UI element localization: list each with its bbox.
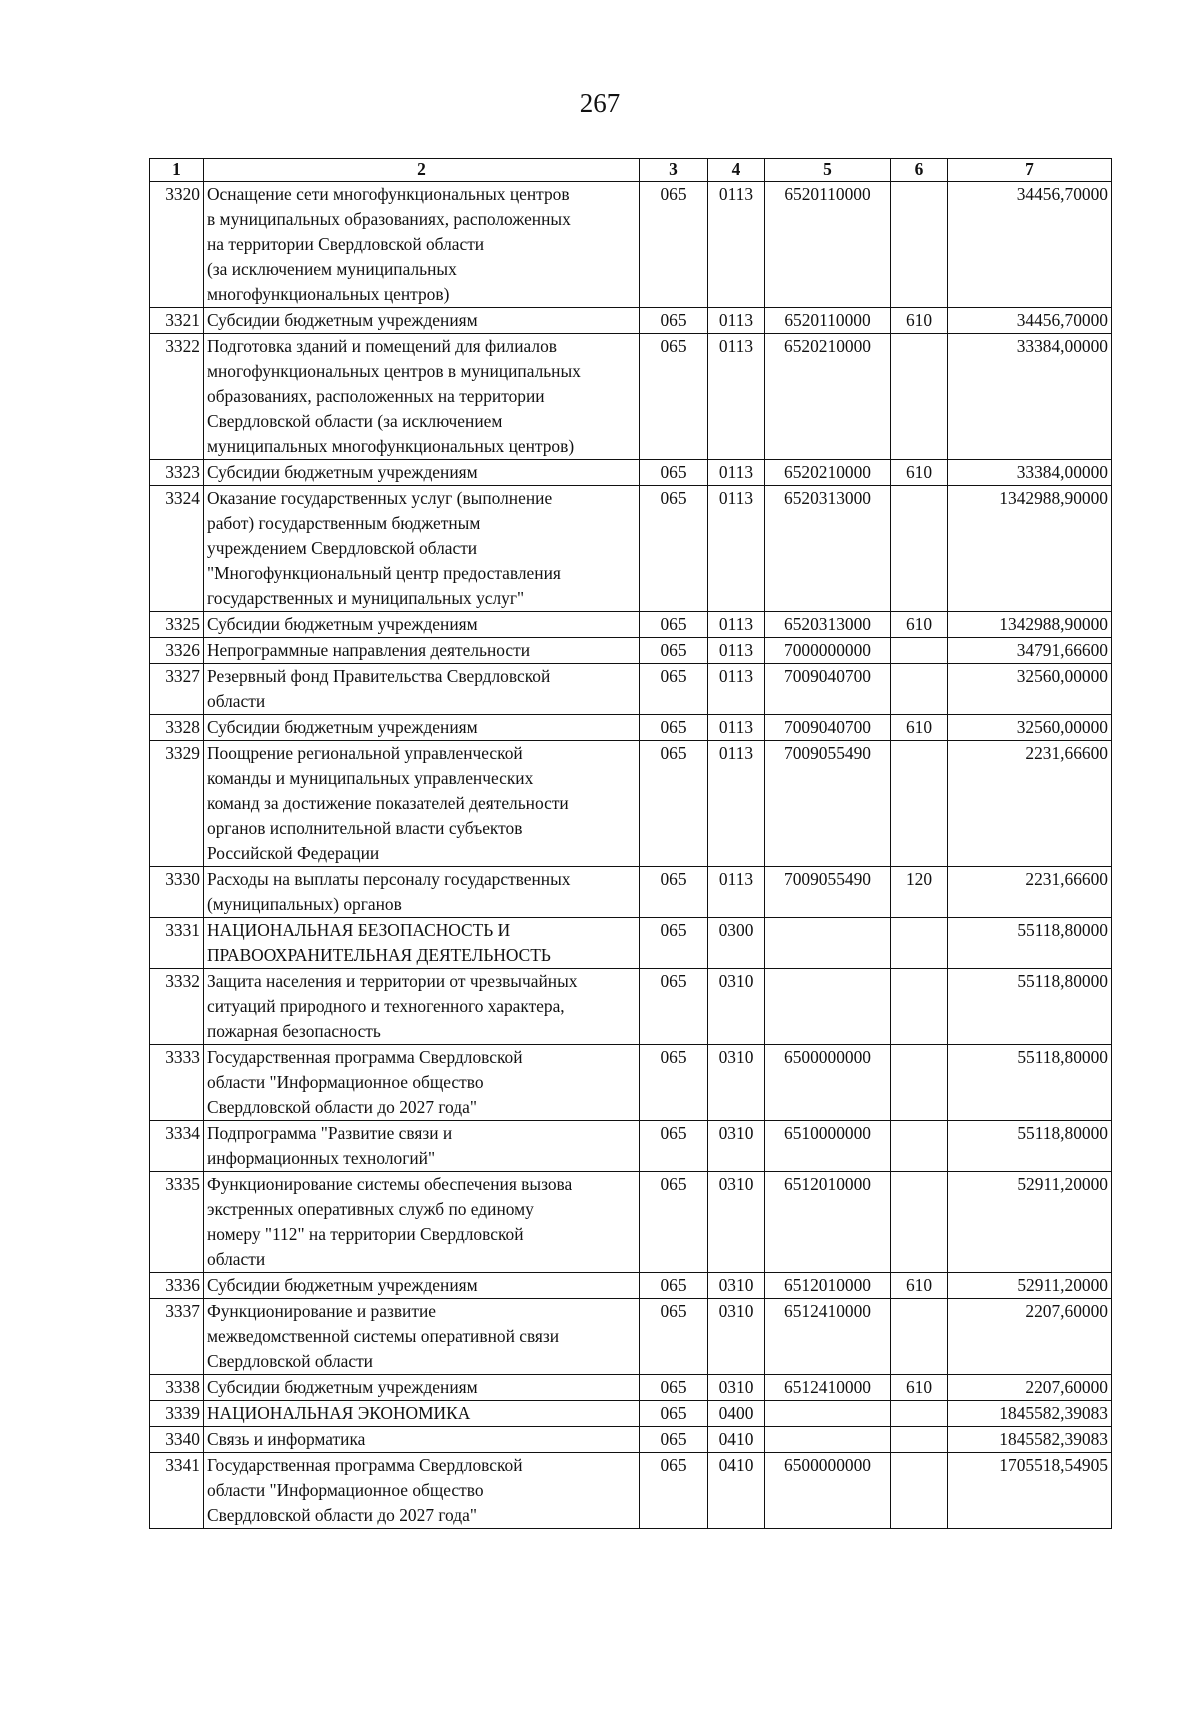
header-cell: 4 xyxy=(708,159,765,182)
amount-cell: 1845582,39083 xyxy=(948,1401,1112,1427)
row-name-line: Свердловской области до 2027 года" xyxy=(207,1505,477,1525)
table-row xyxy=(150,1045,1112,1121)
table-row xyxy=(150,460,1112,486)
row-name-line: работ) государственным бюджетным xyxy=(207,513,481,533)
row-number-cell: 3335 xyxy=(150,1172,204,1273)
row-name-line: Защита населения и территории от чрезвычайных xyxy=(207,971,578,991)
target-code-cell: 6512010000 xyxy=(765,1273,891,1299)
table-row xyxy=(150,308,1112,334)
row-name-cell xyxy=(204,460,640,486)
amount-cell: 2231,66600 xyxy=(948,741,1112,867)
row-name-line: Субсидии бюджетным учреждениям xyxy=(207,1275,478,1295)
header-cell: 7 xyxy=(948,159,1112,182)
row-number-cell: 3339 xyxy=(150,1401,204,1427)
row-name-line: государственных и муниципальных услуг" xyxy=(207,588,525,608)
row-number-cell: 3320 xyxy=(150,182,204,308)
row-name-cell xyxy=(204,612,640,638)
row-number-cell: 3338 xyxy=(150,1375,204,1401)
target-code-cell: 7009055490 xyxy=(765,867,891,918)
ministry-code-cell: 065 xyxy=(640,741,708,867)
row-name-line: Субсидии бюджетным учреждениям xyxy=(207,717,478,737)
row-number-cell: 3333 xyxy=(150,1045,204,1121)
row-name-line: ПРАВООХРАНИТЕЛЬНАЯ ДЕЯТЕЛЬНОСТЬ xyxy=(207,945,551,965)
section-code-cell: 0310 xyxy=(708,1299,765,1375)
ministry-code-cell: 065 xyxy=(640,1427,708,1453)
header-cell: 1 xyxy=(150,159,204,182)
expense-type-cell xyxy=(891,969,948,1045)
section-code-cell: 0113 xyxy=(708,308,765,334)
row-name-line: Функционирование и развитие xyxy=(207,1301,436,1321)
row-name-cell xyxy=(204,1121,640,1172)
row-name-cell xyxy=(204,1045,640,1121)
expense-type-cell xyxy=(891,1299,948,1375)
row-name-line: Непрограммные направления деятельности xyxy=(207,640,531,660)
row-name-cell xyxy=(204,664,640,715)
target-code-cell xyxy=(765,1427,891,1453)
expense-type-cell: 610 xyxy=(891,1375,948,1401)
row-name-cell xyxy=(204,1299,640,1375)
row-number-cell: 3326 xyxy=(150,638,204,664)
amount-cell: 55118,80000 xyxy=(948,1121,1112,1172)
amount-cell: 55118,80000 xyxy=(948,969,1112,1045)
section-code-cell: 0113 xyxy=(708,664,765,715)
row-name-line: (муниципальных) органов xyxy=(207,894,402,914)
row-name-line: образованиях, расположенных на территории xyxy=(207,386,545,406)
amount-cell: 33384,00000 xyxy=(948,460,1112,486)
row-name-line: Подпрограмма "Развитие связи и xyxy=(207,1123,453,1143)
section-code-cell: 0113 xyxy=(708,460,765,486)
amount-cell: 1342988,90000 xyxy=(948,612,1112,638)
table-row xyxy=(150,1375,1112,1401)
section-code-cell: 0310 xyxy=(708,1121,765,1172)
ministry-code-cell: 065 xyxy=(640,460,708,486)
row-name-cell xyxy=(204,334,640,460)
row-number-cell: 3323 xyxy=(150,460,204,486)
target-code-cell: 7000000000 xyxy=(765,638,891,664)
row-name-line: области "Информационное общество xyxy=(207,1480,484,1500)
target-code-cell: 6510000000 xyxy=(765,1121,891,1172)
expense-type-cell xyxy=(891,741,948,867)
row-name-line: команды и муниципальных управленческих xyxy=(207,768,534,788)
target-code-cell: 7009055490 xyxy=(765,741,891,867)
row-name-line: Свердловской области xyxy=(207,1351,373,1371)
section-code-cell: 0113 xyxy=(708,741,765,867)
target-code-cell xyxy=(765,969,891,1045)
row-name-line: Функционирование системы обеспечения вызова xyxy=(207,1174,573,1194)
table-body xyxy=(150,182,1112,1529)
row-number-cell: 3336 xyxy=(150,1273,204,1299)
section-code-cell: 0113 xyxy=(708,867,765,918)
row-name-line: в муниципальных образованиях, расположенных xyxy=(207,209,571,229)
row-name-cell xyxy=(204,1453,640,1529)
amount-cell: 2231,66600 xyxy=(948,867,1112,918)
amount-cell: 1705518,54905 xyxy=(948,1453,1112,1529)
row-name-line: Свердловской области до 2027 года" xyxy=(207,1097,477,1117)
row-name-line: Субсидии бюджетным учреждениям xyxy=(207,1377,478,1397)
ministry-code-cell: 065 xyxy=(640,1172,708,1273)
amount-cell: 33384,00000 xyxy=(948,334,1112,460)
row-name-line: межведомственной системы оперативной связи xyxy=(207,1326,560,1346)
table-row xyxy=(150,1427,1112,1453)
expense-type-cell: 610 xyxy=(891,460,948,486)
row-name-line: области xyxy=(207,691,266,711)
target-code-cell: 6520110000 xyxy=(765,182,891,308)
table-row xyxy=(150,612,1112,638)
ministry-code-cell: 065 xyxy=(640,1401,708,1427)
ministry-code-cell: 065 xyxy=(640,638,708,664)
row-name-line: на территории Свердловской области xyxy=(207,234,485,254)
row-name-line: "Многофункциональный центр предоставления xyxy=(207,563,561,583)
section-code-cell: 0310 xyxy=(708,1045,765,1121)
row-name-line: Государственная программа Свердловской xyxy=(207,1047,523,1067)
row-number-cell: 3332 xyxy=(150,969,204,1045)
expense-type-cell xyxy=(891,1121,948,1172)
expense-type-cell xyxy=(891,486,948,612)
table-row xyxy=(150,1299,1112,1375)
target-code-cell: 6512410000 xyxy=(765,1299,891,1375)
row-name-cell xyxy=(204,1427,640,1453)
header-cell: 5 xyxy=(765,159,891,182)
row-name-line: Российской Федерации xyxy=(207,843,380,863)
table-row xyxy=(150,638,1112,664)
ministry-code-cell: 065 xyxy=(640,308,708,334)
row-name-line: Субсидии бюджетным учреждениям xyxy=(207,462,478,482)
row-name-line: Субсидии бюджетным учреждениям xyxy=(207,614,478,634)
row-name-line: Подготовка зданий и помещений для филиалов xyxy=(207,336,558,356)
amount-cell: 32560,00000 xyxy=(948,664,1112,715)
table-row xyxy=(150,182,1112,308)
ministry-code-cell: 065 xyxy=(640,334,708,460)
target-code-cell: 7009040700 xyxy=(765,664,891,715)
section-code-cell: 0310 xyxy=(708,1375,765,1401)
row-name-line: Поощрение региональной управленческой xyxy=(207,743,523,763)
row-name-cell xyxy=(204,638,640,664)
section-code-cell: 0113 xyxy=(708,638,765,664)
row-name-line: Резервный фонд Правительства Свердловской xyxy=(207,666,551,686)
target-code-cell: 6520313000 xyxy=(765,612,891,638)
row-name-line: области "Информационное общество xyxy=(207,1072,484,1092)
row-name-line: многофункциональных центров) xyxy=(207,284,450,304)
section-code-cell: 0410 xyxy=(708,1427,765,1453)
row-name-cell xyxy=(204,715,640,741)
row-name-line: многофункциональных центров в муниципальных xyxy=(207,361,581,381)
amount-cell: 52911,20000 xyxy=(948,1273,1112,1299)
section-code-cell: 0113 xyxy=(708,182,765,308)
ministry-code-cell: 065 xyxy=(640,867,708,918)
header-cell: 2 xyxy=(204,159,640,182)
amount-cell: 1845582,39083 xyxy=(948,1427,1112,1453)
row-name-line: команд за достижение показателей деятельности xyxy=(207,793,569,813)
row-name-cell xyxy=(204,308,640,334)
row-number-cell: 3328 xyxy=(150,715,204,741)
table-row xyxy=(150,664,1112,715)
row-name-cell xyxy=(204,918,640,969)
ministry-code-cell: 065 xyxy=(640,1273,708,1299)
expense-type-cell: 610 xyxy=(891,308,948,334)
row-number-cell: 3337 xyxy=(150,1299,204,1375)
row-name-line: органов исполнительной власти субъектов xyxy=(207,818,523,838)
section-code-cell: 0400 xyxy=(708,1401,765,1427)
row-name-line: экстренных оперативных служб по единому xyxy=(207,1199,534,1219)
row-number-cell: 3329 xyxy=(150,741,204,867)
row-name-cell xyxy=(204,969,640,1045)
ministry-code-cell: 065 xyxy=(640,1045,708,1121)
row-number-cell: 3322 xyxy=(150,334,204,460)
row-name-line: Связь и информатика xyxy=(207,1429,366,1449)
expense-type-cell: 610 xyxy=(891,715,948,741)
amount-cell: 52911,20000 xyxy=(948,1172,1112,1273)
table-row xyxy=(150,1273,1112,1299)
expense-type-cell xyxy=(891,1401,948,1427)
header-cell: 3 xyxy=(640,159,708,182)
expense-type-cell xyxy=(891,664,948,715)
ministry-code-cell: 065 xyxy=(640,1453,708,1529)
expense-type-cell xyxy=(891,1453,948,1529)
ministry-code-cell: 065 xyxy=(640,664,708,715)
row-name-cell xyxy=(204,1273,640,1299)
row-number-cell: 3340 xyxy=(150,1427,204,1453)
row-name-line: Оснащение сети многофункциональных центров xyxy=(207,184,570,204)
row-name-cell xyxy=(204,741,640,867)
row-number-cell: 3327 xyxy=(150,664,204,715)
header-cell: 6 xyxy=(891,159,948,182)
target-code-cell: 7009040700 xyxy=(765,715,891,741)
row-name-line: НАЦИОНАЛЬНАЯ ЭКОНОМИКА xyxy=(207,1403,471,1423)
row-name-line: (за исключением муниципальных xyxy=(207,259,457,279)
section-code-cell: 0113 xyxy=(708,486,765,612)
ministry-code-cell: 065 xyxy=(640,1375,708,1401)
section-code-cell: 0113 xyxy=(708,334,765,460)
ministry-code-cell: 065 xyxy=(640,612,708,638)
row-name-line: Свердловской области (за исключением xyxy=(207,411,503,431)
target-code-cell: 6512410000 xyxy=(765,1375,891,1401)
expense-type-cell xyxy=(891,638,948,664)
ministry-code-cell: 065 xyxy=(640,1121,708,1172)
target-code-cell: 6520210000 xyxy=(765,334,891,460)
table-row xyxy=(150,1121,1112,1172)
amount-cell: 2207,60000 xyxy=(948,1299,1112,1375)
table-row xyxy=(150,486,1112,612)
table-row xyxy=(150,1453,1112,1529)
row-name-cell xyxy=(204,1375,640,1401)
table-row xyxy=(150,741,1112,867)
expense-type-cell xyxy=(891,918,948,969)
row-name-line: Субсидии бюджетным учреждениям xyxy=(207,310,478,330)
target-code-cell: 6512010000 xyxy=(765,1172,891,1273)
row-name-cell xyxy=(204,486,640,612)
expense-type-cell xyxy=(891,1427,948,1453)
amount-cell: 2207,60000 xyxy=(948,1375,1112,1401)
table-row xyxy=(150,1401,1112,1427)
row-number-cell: 3334 xyxy=(150,1121,204,1172)
row-name-cell xyxy=(204,1172,640,1273)
amount-cell: 55118,80000 xyxy=(948,918,1112,969)
row-name-line: муниципальных многофункциональных центров) xyxy=(207,436,575,456)
row-name-cell xyxy=(204,1401,640,1427)
table-row xyxy=(150,918,1112,969)
expense-type-cell xyxy=(891,182,948,308)
ministry-code-cell: 065 xyxy=(640,486,708,612)
expense-type-cell xyxy=(891,1172,948,1273)
table-row xyxy=(150,334,1112,460)
row-name-cell xyxy=(204,867,640,918)
target-code-cell: 6520110000 xyxy=(765,308,891,334)
row-number-cell: 3331 xyxy=(150,918,204,969)
ministry-code-cell: 065 xyxy=(640,969,708,1045)
ministry-code-cell: 065 xyxy=(640,918,708,969)
amount-cell: 55118,80000 xyxy=(948,1045,1112,1121)
row-number-cell: 3330 xyxy=(150,867,204,918)
amount-cell: 34791,66600 xyxy=(948,638,1112,664)
row-name-line: НАЦИОНАЛЬНАЯ БЕЗОПАСНОСТЬ И xyxy=(207,920,511,940)
row-number-cell: 3321 xyxy=(150,308,204,334)
page-number: 267 xyxy=(579,88,621,118)
expense-type-cell: 610 xyxy=(891,612,948,638)
expense-type-cell: 120 xyxy=(891,867,948,918)
amount-cell: 32560,00000 xyxy=(948,715,1112,741)
amount-cell: 34456,70000 xyxy=(948,182,1112,308)
row-name-line: номеру "112" на территории Свердловской xyxy=(207,1224,524,1244)
expense-type-cell xyxy=(891,1045,948,1121)
row-name-line: ситуаций природного и техногенного характера, xyxy=(207,996,565,1016)
section-code-cell: 0310 xyxy=(708,1172,765,1273)
target-code-cell xyxy=(765,918,891,969)
table-row xyxy=(150,969,1112,1045)
header-row xyxy=(150,159,1112,182)
amount-cell: 34456,70000 xyxy=(948,308,1112,334)
target-code-cell xyxy=(765,1401,891,1427)
row-name-line: области xyxy=(207,1249,266,1269)
section-code-cell: 0113 xyxy=(708,612,765,638)
row-name-line: информационных технологий" xyxy=(207,1148,436,1168)
ministry-code-cell: 065 xyxy=(640,1299,708,1375)
amount-cell: 1342988,90000 xyxy=(948,486,1112,612)
section-code-cell: 0410 xyxy=(708,1453,765,1529)
row-number-cell: 3325 xyxy=(150,612,204,638)
row-name-cell xyxy=(204,182,640,308)
row-name-line: учреждением Свердловской области xyxy=(207,538,478,558)
expense-type-cell xyxy=(891,334,948,460)
table-row xyxy=(150,867,1112,918)
row-name-line: Расходы на выплаты персоналу государственных xyxy=(207,869,571,889)
section-code-cell: 0310 xyxy=(708,1273,765,1299)
row-number-cell: 3324 xyxy=(150,486,204,612)
target-code-cell: 6520313000 xyxy=(765,486,891,612)
section-code-cell: 0310 xyxy=(708,969,765,1045)
target-code-cell: 6500000000 xyxy=(765,1045,891,1121)
row-number-cell: 3341 xyxy=(150,1453,204,1529)
target-code-cell: 6500000000 xyxy=(765,1453,891,1529)
row-name-line: пожарная безопасность xyxy=(207,1021,381,1041)
row-name-line: Оказание государственных услуг (выполнение xyxy=(207,488,553,508)
expense-type-cell: 610 xyxy=(891,1273,948,1299)
section-code-cell: 0113 xyxy=(708,715,765,741)
table-row xyxy=(150,715,1112,741)
table-row xyxy=(150,1172,1112,1273)
row-name-line: Государственная программа Свердловской xyxy=(207,1455,523,1475)
section-code-cell: 0300 xyxy=(708,918,765,969)
ministry-code-cell: 065 xyxy=(640,182,708,308)
ministry-code-cell: 065 xyxy=(640,715,708,741)
budget-table xyxy=(149,158,1112,1529)
target-code-cell: 6520210000 xyxy=(765,460,891,486)
